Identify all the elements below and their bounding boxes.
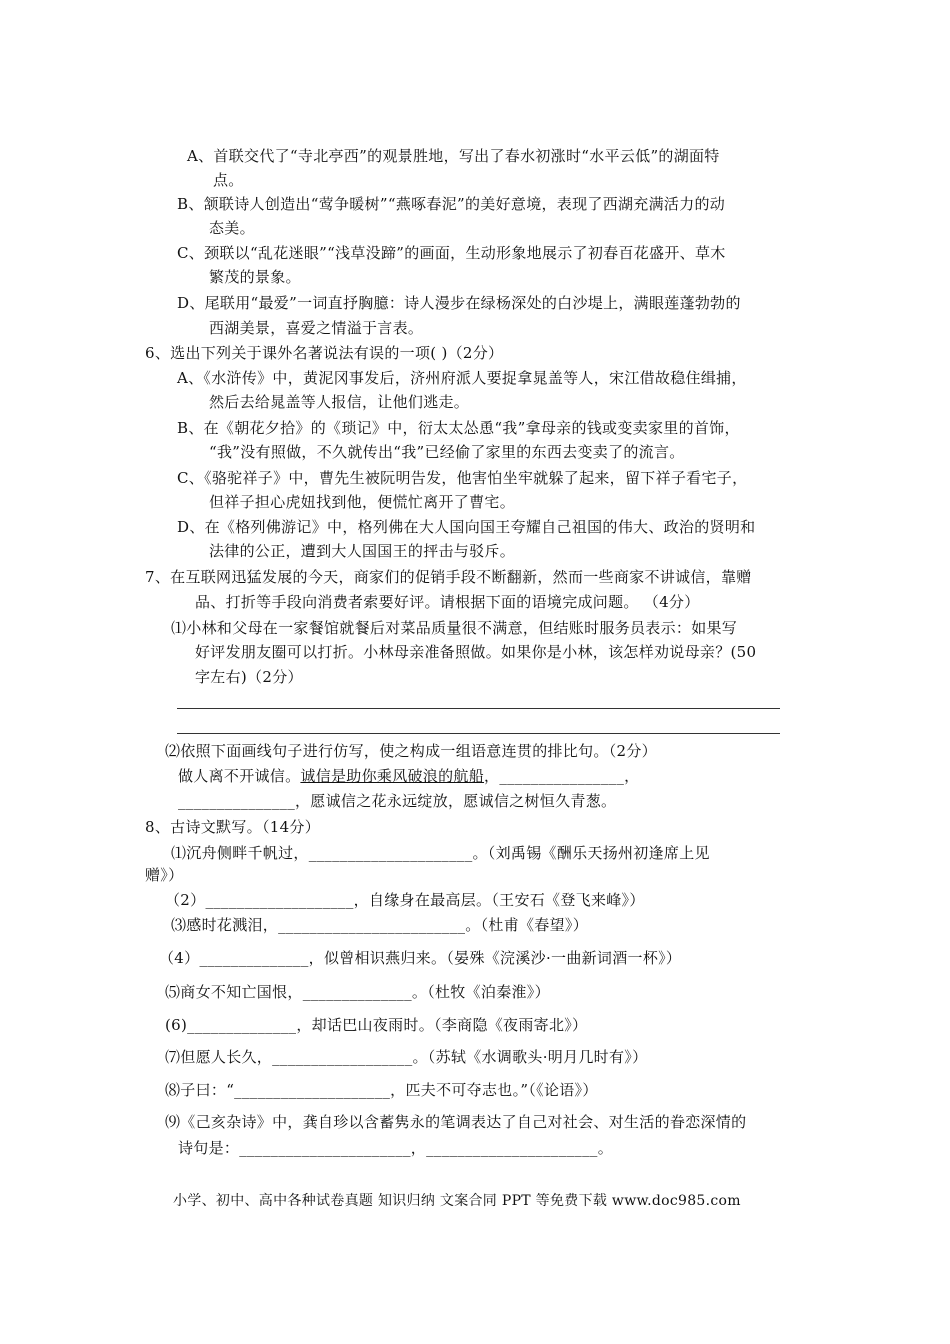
q7-part2-lead: 做人离不开诚信。 bbox=[178, 767, 301, 785]
q8-item-9-cont: 诗句是：______________________，______________________。 bbox=[178, 1139, 614, 1157]
q5-option-a-line1: A、首联交代了“寺北亭西”的观景胜地，写出了春水初涨时“水平云低”的湖面特 bbox=[187, 147, 720, 165]
q6-option-b-line1: B、在《朝花夕拾》的《琐记》中，衍太太怂恿“我”拿母亲的钱或变卖家里的首饰， bbox=[177, 419, 740, 437]
q6-option-b-line2: “我”没有照做，不久就传出“我”已经偷了家里的东西去变卖了的流言。 bbox=[209, 443, 685, 461]
q7-stem-line1: 7、在互联网迅猛发展的今天，商家们的促销手段不断翻新，然而一些商家不讲诚信，靠赠 bbox=[145, 568, 752, 586]
q5-option-a-line2: 点。 bbox=[213, 171, 244, 189]
q7-part2-line3: _______________，愿诚信之花永远绽放，愿诚信之树恒久青葱。 bbox=[178, 792, 617, 810]
q8-item-5: ⑸商女不知亡国恨，______________。（杜牧《泊秦淮》） bbox=[165, 983, 550, 1001]
q5-option-d-line1: D、尾联用“最爱”一词直抒胸臆：诗人漫步在绿杨深处的白沙堤上，满眼莲蓬勃勃的 bbox=[177, 294, 741, 312]
answer-line-2[interactable] bbox=[177, 733, 780, 734]
q7-part1-line3: 字左右)（2分） bbox=[195, 668, 303, 686]
q6-option-a-line1: A、《水浒传》中，黄泥冈事发后，济州府派人要捉拿晁盖等人，宋江借故稳住缉捕， bbox=[177, 369, 747, 387]
q6-stem: 6、选出下列关于课外名著说法有误的一项( )（2分） bbox=[145, 344, 504, 362]
q7-stem-line2: 品、打折等手段向消费者索要好评。请根据下面的语境完成问题。 （4分） bbox=[195, 593, 700, 611]
q7-part1-line2: 好评发朋友圈可以打折。小林母亲准备照做。如果你是小林，该怎样劝说母亲？(50 bbox=[195, 643, 757, 661]
q5-option-b-line1: B、颔联诗人创造出“莺争暖树”“燕啄春泥”的美好意境，表现了西湖充满活力的动 bbox=[177, 195, 726, 213]
q7-part2-line1: ⑵依照下面画线句子进行仿写，使之构成一组语意连贯的排比句。（2分） bbox=[165, 742, 657, 760]
q6-option-d-line1: D、在《格列佛游记》中，格列佛在大人国向国王夸耀自己祖国的伟大、政治的贤明和 bbox=[177, 518, 756, 536]
q6-option-d-line2: 法律的公正，遭到大人国国王的抨击与驳斥。 bbox=[209, 542, 516, 560]
q8-item-2: （2）___________________，自缘身在最高层。（王安石《登飞来峰》） bbox=[165, 891, 645, 909]
q8-item-9: ⑼《己亥杂诗》中，龚自珍以含蓄隽永的笔调表达了自己对社会、对生活的眷恋深情的 bbox=[165, 1113, 747, 1131]
q6-option-a-line2: 然后去给晁盖等人报信，让他们逃走。 bbox=[209, 393, 470, 411]
q8-item-1-cont: 赠》） bbox=[145, 866, 184, 884]
q7-part1-line1: ⑴小林和父母在一家餐馆就餐后对菜品质量很不满意，但结账时服务员表示：如果写 bbox=[171, 619, 738, 637]
q5-option-c-line1: C、颈联以“乱花迷眼”“浅草没蹄”的画面，生动形象地展示了初春百花盛开、草木 bbox=[177, 244, 726, 262]
q5-option-c-line2: 繁茂的景象。 bbox=[209, 268, 301, 286]
q6-option-c-line1: C、《骆驼祥子》中，曹先生被阮明告发，他害怕坐牢就躲了起来，留下祥子看宅子， bbox=[177, 469, 748, 487]
underlined-sentence: 诚信是助你乘风破浪的航船 bbox=[300, 767, 485, 785]
q7-part2-line2 bbox=[178, 766, 639, 786]
q5-option-d-line2: 西湖美景，喜爱之情溢于言表。 bbox=[209, 319, 424, 337]
page-footer: 小学、初中、高中各种试卷真题 知识归纳 文案合同 PPT 等免费下载 www.doc985.com bbox=[173, 1193, 741, 1209]
q8-item-8: ⑻子曰：“____________________，匹夫不可夺志也。”（《论语》） bbox=[165, 1081, 598, 1099]
q8-item-3: ⑶感时花溅泪，________________________。（杜甫《春望》） bbox=[171, 916, 589, 934]
q5-option-b-line2: 态美。 bbox=[209, 219, 255, 237]
q7-part2-blank[interactable]: ，________________， bbox=[484, 767, 640, 785]
answer-line-1[interactable] bbox=[177, 708, 780, 709]
q8-item-6: (6)______________，却话巴山夜雨时。（李商隐《夜雨寄北》） bbox=[165, 1016, 588, 1034]
q8-stem: 8、古诗文默写。（14分） bbox=[145, 818, 321, 836]
q6-option-c-line2: 但祥子担心虎妞找到他，便慌忙离开了曹宅。 bbox=[209, 493, 516, 511]
q8-item-4: （4）______________，似曾相识燕归来。（晏殊《浣溪沙·一曲新词酒一杯》） bbox=[159, 949, 682, 967]
q8-item-1: ⑴沉舟侧畔千帆过，_____________________。（刘禹锡《酬乐天扬州初逢席上见 bbox=[171, 844, 710, 862]
q8-item-7: ⑺但愿人长久，__________________。（苏轼《水调歌头·明月几时有》） bbox=[165, 1048, 648, 1066]
